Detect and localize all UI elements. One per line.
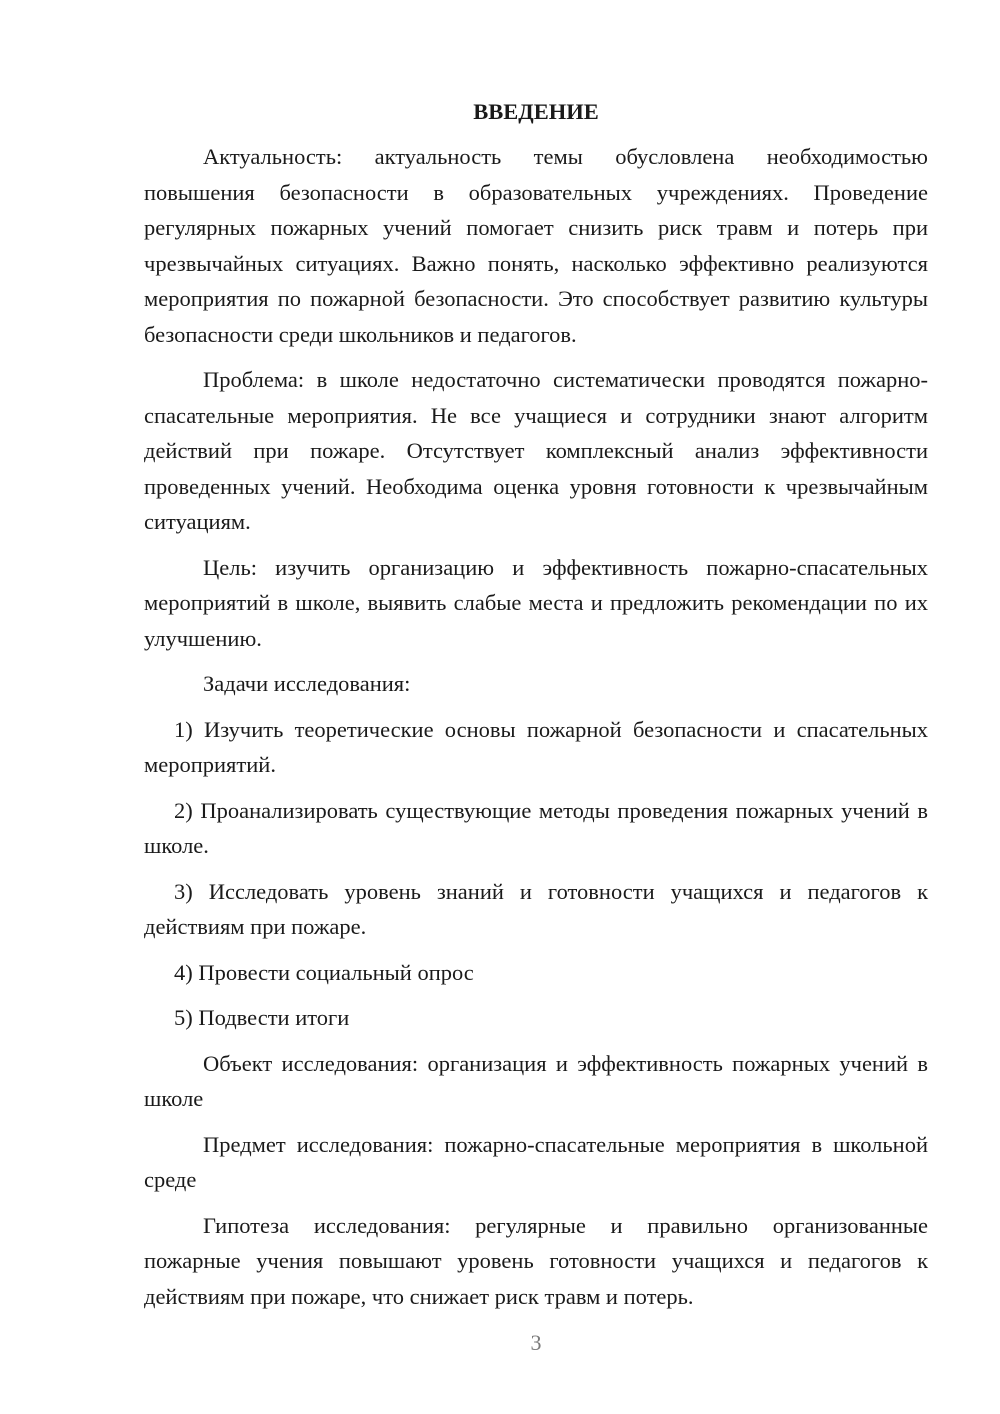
page-number: 3: [530, 1330, 542, 1355]
hypothesis-paragraph: Гипотеза исследования: регулярные и правильно организованные пожарные учения повышают уровень готовности учащихся и педагогов к действиям при пожаре, что снижает риск травм и потерь.: [144, 1212, 928, 1309]
task-item: 5) Подвести итоги: [174, 1005, 350, 1030]
tasks-title: Задачи исследования:: [203, 671, 411, 696]
task-item: 4) Провести социальный опрос: [174, 959, 474, 985]
page-content: [144, 94, 928, 1324]
task-item: 3) Исследовать уровень знаний и готовности учащихся и педагогов к действиям при пожаре.: [144, 878, 928, 939]
task-item: 1) Изучить теоретические основы пожарной безопасности и спасательных мероприятий.: [144, 716, 928, 777]
relevance-paragraph: Актуальность: актуальность темы обусловлена необходимостью повышения безопасности в образовательных учреждениях. Проведение регулярных пожарных учений помогает снизить риск травм и потерь при чрезвычайных ситуациях. Важно понять, насколько эффективно реализуются мероприятия по пожарной безопасности. Это способствует развитию культуры безопасности среди школьников и педагогов.: [144, 144, 928, 347]
problem-paragraph: Проблема: в школе недостаточно систематически проводятся пожарно-спасательные мероприятия. Не все учащиеся и сотрудники знают алгоритм действий при пожаре. Отсутствует комплексный анализ эффективности проведенных учений. Необходима оценка уровня готовности к чрезвычайным ситуациям.: [144, 367, 928, 534]
goal-paragraph: Цель: изучить организацию и эффективность пожарно-спасательных мероприятий в школе, выявить слабые места и предложить рекомендации по их улучшению.: [144, 554, 928, 651]
subject-paragraph: Предмет исследования: пожарно-спасательные мероприятия в школьной среде: [144, 1131, 928, 1192]
task-item: 2) Проанализировать существующие методы проведения пожарных учений в школе.: [144, 797, 928, 858]
object-paragraph: Объект исследования: организация и эффективность пожарных учений в школе: [144, 1050, 928, 1111]
section-heading: ВВЕДЕНИЕ: [473, 99, 599, 124]
